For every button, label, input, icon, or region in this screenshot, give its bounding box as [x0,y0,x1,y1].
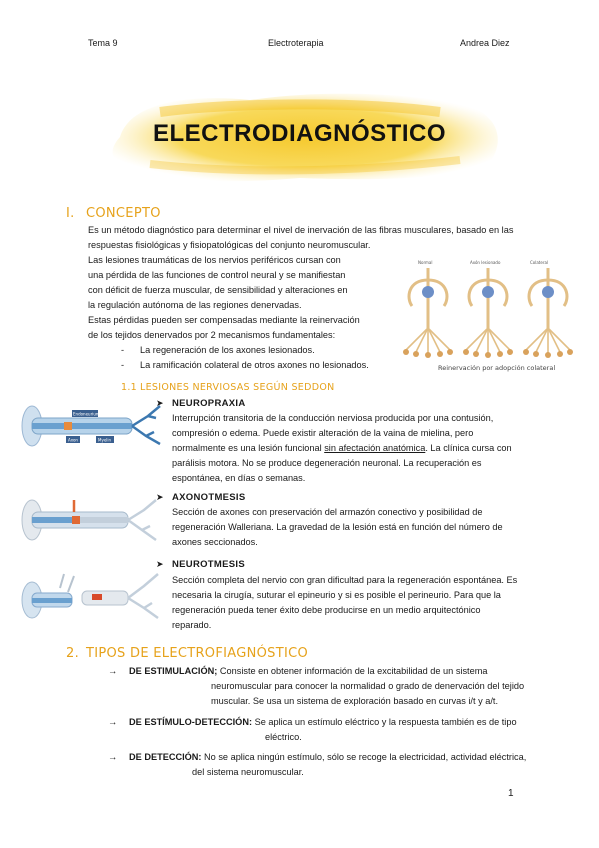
neurotmesis-line-2: necesaria la cirugía, suturar el epineurio y si es posible el perineurio. Para que la [172,590,501,600]
axonotmesis-line-2: regeneración Walleriana. La gravedad de la lesión está en función del número de [172,522,503,532]
item3-line-1: DE DETECCIÓN: No se aplica ningún estímulo, sólo se recoge la electricidad, actividad eléctrica, [129,752,527,762]
lesion-line-2: una pérdida de las funciones de control neural y se manifiestan [88,270,346,280]
section1-number: I. [66,206,75,221]
subsection-number: 1.1 [121,382,138,393]
axonotmesis-figure [20,492,170,552]
concept-line-2: respuestas fisiológicas y fisiopatológicas del conjunto neuromuscular. [88,240,371,250]
item2-arrow-icon: → [108,717,118,727]
axonotmesis-line-3: axones seccionados. [172,537,258,547]
item2-line-2: eléctrico. [265,732,302,742]
item1-line-2: neuromuscular para conocer la normalidad o grado de denervación del tejido [211,681,525,691]
item3-line-2: del sistema neuromuscular. [192,767,304,777]
neurotmesis-line-3: regeneración pueda tener éxito debe producirse en un medio arquitectónico [172,605,481,615]
neuropraxia-line-1: Interrupción transitoria de la conducción nerviosa producida por una contusión, [172,413,494,423]
dash-2: - [121,360,125,370]
fig-caption: Reinervación por adopción colateral [438,364,556,372]
header-center: Electroterapia [268,38,324,48]
item1-term: DE ESTIMULACIÓN; [129,666,218,676]
item1-line-1: DE ESTIMULACIÓN; Consiste en obtener información de la excitabilidad de un sistema [129,666,488,676]
header-left: Tema 9 [88,38,118,48]
fig-label-injured: Axón lesionado [470,260,501,265]
dash-1: - [121,345,125,355]
neurotmesis-line-1: Sección completa del nervio con gran dificultad para la regeneración espontánea. Es [172,575,518,585]
axonotmesis-line-1: Sección de axones con preservación del armazón conectivo y posibilidad de [172,507,483,517]
page-title: ELECTRODIAGNÓSTICO [152,120,446,147]
section2-heading: TIPOS DE ELECTROFIAGNÓSTICO [86,646,308,661]
item1-arrow-icon: → [108,666,118,676]
axonotmesis-term: AXONOTMESIS [172,492,246,503]
section2-number: 2. [66,646,80,661]
item3-term: DE DETECCIÓN: [129,752,202,762]
neuropraxia-line-3: normalmente es una lesión funcional sin afectación anatómica. La clínica cursa con [172,443,512,453]
lesion-line-6: de los tejidos denervados por 2 mecanismos fundamentales: [88,330,336,340]
lesion-line-5: Estas pérdidas pueden ser compensadas mediante la reinervación [88,315,360,325]
item3-arrow-icon: → [108,752,118,762]
page-number: 1 [508,788,514,799]
reinervation-figure [398,258,583,376]
section1-heading: CONCEPTO [86,206,161,221]
subsection-heading: LESIONES NERVIOSAS SEGÚN SEDDON [140,382,335,393]
bullet-arrow-icon: ➤ [156,492,164,502]
neuropraxia-figure [20,396,170,458]
bullet-arrow-icon: ➤ [156,398,164,408]
underlined-phrase: sin afectación anatómica [324,443,426,453]
neuropraxia-line-2: compresión o edema. Puede existir alteración de la vaina de mielina, pero [172,428,474,438]
neuropraxia-line-4: parálisis motora. No se produce degeneración neuronal. La recuperación es [172,458,482,468]
neurotmesis-line-4: reparado. [172,620,212,630]
header-right: Andrea Diez [460,38,510,48]
neuropraxia-term: NEUROPRAXIA [172,398,246,409]
mechanism-1: La regeneración de los axones lesionados. [140,345,315,355]
fig-axon: Axon [68,437,78,443]
neuropraxia-line-5: espontánea, en días o semanas. [172,473,306,483]
item2-term: DE ESTÍMULO-DETECCIÓN: [129,717,253,727]
neurotmesis-figure [20,568,170,628]
fig-myelin: Myelin [98,437,112,443]
bullet-arrow-icon: ➤ [156,559,164,569]
fig-label-collateral: Colateral [530,260,549,265]
fig-label-normal: Normal [418,260,433,265]
mechanism-2: La ramificación colateral de otros axones no lesionados. [140,360,369,370]
lesion-line-3: con déficit de fuerza muscular, de sensibilidad y alteraciones en [88,285,348,295]
lesion-line-4: la regulación autónoma de las regiones denervadas. [88,300,302,310]
concept-line-1: Es un método diagnóstico para determinar el nivel de inervación de las fibras musculares, basado en las [88,225,514,235]
lesion-line-1: Las lesiones traumáticas de los nervios periféricos cursan con [88,255,341,265]
neurotmesis-term: NEUROTMESIS [172,559,245,570]
item2-line-1: DE ESTÍMULO-DETECCIÓN: Se aplica un estímulo eléctrico y la respuesta también es de tipo [129,717,517,727]
fig-endoneurium: Endoneurium [73,411,100,417]
item1-line-3: muscular. Se usa un sistema de exploración basado en curvas i/t y a/t. [211,696,499,706]
